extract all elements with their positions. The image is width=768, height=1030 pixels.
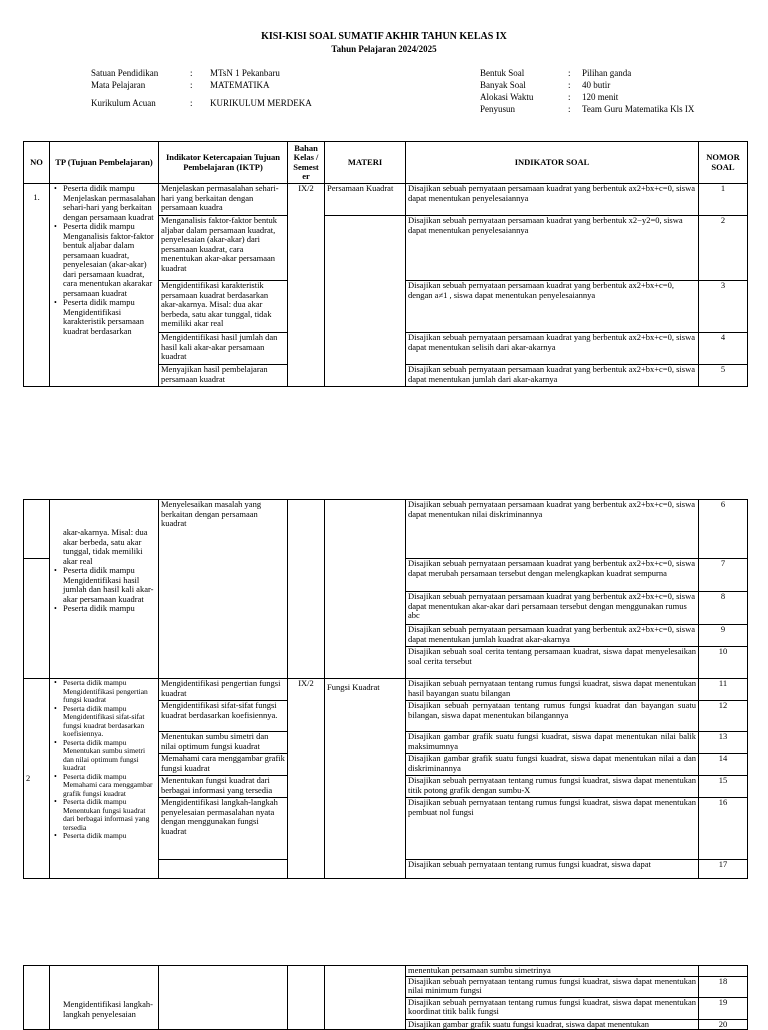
cell-nomor: 9	[699, 625, 748, 647]
cell-nomor: 7	[699, 559, 748, 592]
tp-item: • Peserta didik mampu Mengidentifikasi pengertian fungsi kuadrat	[52, 679, 156, 705]
cell-indikator: Disajikan sebuah pernyataan tentang rumus fungsi kuadrat, siswa dapat	[406, 860, 699, 879]
cell-nomor: 5	[699, 365, 748, 387]
cell-indikator: Disajikan gambar grafik suatu fungsi kuadrat, siswa dapat menentukan	[406, 1019, 699, 1030]
meta-value: KURIKULUM MERDEKA	[210, 98, 312, 108]
meta-colon: :	[568, 92, 571, 102]
col-header-tp: TP (Tujuan Pembelajaran)	[50, 142, 159, 184]
meta-value: 120 menit	[582, 92, 619, 102]
table-row	[24, 184, 748, 216]
kisi-kisi-table-block-1	[23, 141, 748, 387]
cell-indikator: Disajikan sebuah pernyataan persamaan kuadrat yang berbentuk x2−y2=0, siswa dapat menentukan penyelesaiannya	[406, 216, 699, 281]
tp-continuation: akar-akarnya. Misal: dua akar berbeda, satu akar tunggal, tidak memiliki akar real	[63, 527, 148, 566]
cell-nomor: 20	[699, 1019, 748, 1030]
cell-indikator: Disajikan sebuah pernyataan tentang rumus fungsi kuadrat, siswa dapat menentukan pembuat nol fungsi	[406, 798, 699, 860]
cell-indikator: Disajikan sebuah pernyataan tentang rumus fungsi kuadrat dan bayangan suatu bilangan, siswa dapat menentukan bilangannya	[406, 701, 699, 732]
cell-no	[24, 500, 50, 559]
meta-colon: :	[568, 80, 571, 90]
cell-nomor: 11	[699, 679, 748, 701]
document-title: KISI-KISI SOAL SUMATIF AKHIR TAHUN KELAS IX	[261, 31, 507, 42]
meta-row	[480, 67, 694, 79]
cell-iktp: Menjelaskan permasalahan sehari-hari yang berkaitan dengan persamaan kuadra	[159, 184, 288, 216]
tp-item: • Peserta didik mampu Menentukan fungsi kuadrat dari berbagai informasi yang tersedia	[52, 798, 156, 832]
cell-nomor: 14	[699, 754, 748, 776]
col-header-no: NO	[24, 142, 50, 184]
cell-nomor: 13	[699, 732, 748, 754]
cell-indikator: Disajikan sebuah pernyataan persamaan kuadrat yang berbentuk ax2+bx+c=0, dengan a≠1 , siswa dapat menentukan penyelesaiannya	[406, 281, 699, 333]
cell-iktp	[159, 860, 288, 879]
meta-row	[91, 67, 312, 79]
meta-colon: :	[190, 68, 193, 78]
table-row	[24, 966, 748, 977]
meta-key: Kurikulum Acuan	[91, 98, 156, 108]
cell-indikator: Disajikan gambar grafik suatu fungsi kuadrat, siswa dapat menentukan nilai a dan diskriminannya	[406, 754, 699, 776]
meta-row	[480, 103, 694, 115]
cell-nomor	[699, 966, 748, 977]
meta-right	[480, 67, 694, 115]
cell-iktp: Mengidentifikasi sifat-sifat fungsi kuadrat berdasarkan koefisiennya.	[159, 701, 288, 732]
meta-key: Banyak Soal	[480, 80, 526, 90]
cell-indikator: Disajikan sebuah pernyataan persamaan kuadrat yang berbentuk ax2+bx+c=0, siswa dapat menentukan akar-akar dari persamaan tersebut dengan menggunakan rumus abc	[406, 592, 699, 625]
tp-item: • Peserta didik mampu Mengidentifikasi sifat-sifat fungsi kuadrat berdasarkan koefisiennya.	[52, 705, 156, 739]
cell-nomor: 4	[699, 333, 748, 365]
tp-item: • Peserta didik mampu Mengidentifikasi karakteristik persamaan kuadrat berdasarkan	[52, 298, 156, 336]
cell-iktp: Menganalisis faktor-faktor bentuk aljabar dalam persamaan kuadrat, penyelesaian (akar-akar) dari persamaan kuadrat, cara menentukan akar-akar persamaan kuadrat	[159, 216, 288, 281]
cell-indikator: Disajikan sebuah pernyataan tentang rumus fungsi kuadrat, siswa dapat menentukan titik potong grafik dengan sumbu-X	[406, 776, 699, 798]
cell-tp	[50, 679, 159, 879]
col-header-materi: MATERI	[325, 142, 406, 184]
meta-key: Penyusun	[480, 104, 516, 114]
cell-indikator: Disajikan sebuah pernyataan persamaan kuadrat yang berbentuk ax2+bx+c=0, siswa dapat menentukan jumlah kuadrat akar-akarnya	[406, 625, 699, 647]
tp-item: • Peserta didik mampu Mengidentifikasi hasil jumlah dan hasil kali akar-akar persamaan kuadrat	[52, 566, 156, 604]
meta-colon: :	[190, 98, 193, 108]
cell-nomor: 12	[699, 701, 748, 732]
cell-iktp: Menyajikan hasil pembelajaran persamaan kuadrat	[159, 365, 288, 387]
cell-no	[24, 966, 50, 1030]
cell-nomor: 19	[699, 997, 748, 1019]
cell-kelas: IX/2	[288, 184, 325, 387]
col-header-indikator: INDIKATOR SOAL	[406, 142, 699, 184]
col-header-nomor: NOMOR SOAL	[699, 142, 748, 184]
cell-indikator: Disajikan sebuah pernyataan tentang rumus fungsi kuadrat, siswa dapat menentukan koordinat titik balik fungsi	[406, 997, 699, 1019]
table-row	[24, 500, 748, 559]
cell-nomor: 10	[699, 647, 748, 679]
meta-value: Team Guru Matematika Kls IX	[582, 104, 695, 114]
cell-nomor: 17	[699, 860, 748, 879]
cell-no	[24, 559, 50, 679]
cell-materi: Persamaan Kuadrat	[325, 184, 406, 216]
cell-iktp: Menyelesaikan masalah yang berkaitan dengan persamaan kuadrat	[159, 500, 288, 679]
meta-colon: :	[568, 68, 571, 78]
kisi-kisi-table-block-3	[23, 965, 748, 1030]
table-header-row	[24, 142, 748, 184]
cell-iktp	[159, 966, 288, 1030]
cell-kelas: IX/2	[288, 679, 325, 879]
cell-iktp: Mengidentifikasi hasil jumlah dan hasil kali akar-akar persamaan kuadrat	[159, 333, 288, 365]
cell-kelas	[288, 966, 325, 1030]
cell-tp	[50, 184, 159, 387]
cell-nomor: 3	[699, 281, 748, 333]
document-subtitle: Tahun Pelajaran 2024/2025	[331, 44, 437, 54]
meta-value: MTsN 1 Pekanbaru	[210, 68, 280, 78]
cell-iktp: Mengidentifikasi langkah-langkah penyelesaian permasalahan nyata dengan menggunakan fungsi kuadrat	[159, 798, 288, 860]
cell-iktp: Menentukan fungsi kuadrat dari berbagai informasi yang tersedia	[159, 776, 288, 798]
cell-materi	[325, 966, 406, 1030]
meta-value: 40 butir	[582, 80, 611, 90]
meta-left	[91, 67, 312, 109]
meta-key: Alokasi Waktu	[480, 92, 534, 102]
cell-indikator: menentukan persamaan sumbu simetrinya	[406, 966, 699, 977]
meta-row	[91, 79, 312, 91]
meta-key: Bentuk Soal	[480, 68, 525, 78]
meta-row	[91, 97, 312, 109]
cell-iktp: Menentukan sumbu simetri dan nilai optimum fungsi kuadrat	[159, 732, 288, 754]
tp-item: • Peserta didik mampu Menganalisis faktor-faktor bentuk aljabar dalam persamaan kuadrat, penyelesaian (akar-akar) dari persamaan kuadrat, cara menentukan akarakar persamaan kuadrat	[52, 222, 156, 298]
tp-item: • Peserta didik mampu Menjelaskan permasalahan sehari-hari yang berkaitan dengan persamaan kuadrat	[52, 184, 156, 222]
cell-nomor: 15	[699, 776, 748, 798]
cell-indikator: Disajikan sebuah pernyataan persamaan kuadrat yang berbentuk ax2+bx+c=0, siswa dapat menentukan selisih dari akar-akarnya	[406, 333, 699, 365]
cell-nomor: 16	[699, 798, 748, 860]
tp-item: • Peserta didik mampu	[52, 832, 156, 841]
tp-item: • Peserta didik mampu	[52, 604, 156, 614]
col-header-iktp: Indikator Ketercapaian Tujuan Pembelajaran (IKTP)	[159, 142, 288, 184]
cell-materi: Fungsi Kuadrat	[325, 679, 406, 879]
meta-value: Pilihan ganda	[582, 68, 632, 78]
meta-key: Satuan Pendidikan	[91, 68, 159, 78]
meta-key: Mata Pelajaran	[91, 80, 146, 90]
kisi-kisi-table-block-2	[23, 499, 748, 879]
cell-indikator: Disajikan sebuah pernyataan persamaan kuadrat yang berbentuk ax2+bx+c=0, siswa dapat menentukan penyelesaiannya	[406, 184, 699, 216]
cell-kelas	[288, 500, 325, 679]
cell-materi	[325, 216, 406, 387]
tp-continuation: Mengidentifikasi langkah-langkah penyelesaian	[63, 999, 153, 1019]
tp-item: • Peserta didik mampu Memahami cara menggambar grafik fungsi kuadrat	[52, 773, 156, 799]
meta-row	[480, 91, 694, 103]
cell-nomor: 2	[699, 216, 748, 281]
col-header-kelas: Bahan Kelas / Semest er	[288, 142, 325, 184]
cell-nomor: 6	[699, 500, 748, 559]
cell-indikator: Disajikan sebuah pernyataan persamaan kuadrat yang berbentuk ax2+bx+c=0, siswa dapat merubah persamaan tersebut dengan melengkapkan kuadrat sempurna	[406, 559, 699, 592]
meta-value: MATEMATIKA	[210, 80, 270, 90]
table-row	[24, 679, 748, 701]
meta-row	[480, 79, 694, 91]
cell-no: 2	[24, 679, 50, 879]
cell-no: 1.	[24, 184, 50, 387]
cell-iktp: Memahami cara menggambar grafik fungsi kuadrat	[159, 754, 288, 776]
cell-indikator: Disajikan sebuah pernyataan persamaan kuadrat yang berbentuk ax2+bx+c=0, siswa dapat menentukan jumlah dari akar-akarnya	[406, 365, 699, 387]
cell-indikator: Disajikan gambar grafik suatu fungsi kuadrat, siswa dapat menentukan nilai balik maksimumnya	[406, 732, 699, 754]
cell-materi	[325, 500, 406, 679]
cell-nomor: 18	[699, 976, 748, 997]
cell-indikator: Disajikan sebuah pernyataan tentang rumus fungsi kuadrat, siswa dapat menentukan nilai minimum fungsi	[406, 976, 699, 997]
cell-nomor: 8	[699, 592, 748, 625]
meta-colon: :	[190, 80, 193, 90]
tp-item: • Peserta didik mampu Menentukan sumbu simetri dan nilai optimum fungsi kuadrat	[52, 739, 156, 773]
cell-tp	[50, 500, 159, 679]
cell-indikator: Disajikan sebuah pernyataan persamaan kuadrat yang berbentuk ax2+bx+c=0, siswa dapat menentukan nilai diskriminannya	[406, 500, 699, 559]
cell-tp	[50, 966, 159, 1030]
cell-nomor: 1	[699, 184, 748, 216]
cell-iktp: Mengidentifikasi karakteristik persamaan kuadrat berdasarkan akar-akarnya. Misal: dua akar berbeda, satu akar tunggal, tidak memiliki akar real	[159, 281, 288, 333]
cell-indikator: Disajikan sebuah soal cerita tentang persamaan kuadrat, siswa dapat menyelesaikan soal cerita tersebut	[406, 647, 699, 679]
cell-iktp: Mengidentifikasi pengertian fungsi kuadrat	[159, 679, 288, 701]
cell-indikator: Disajikan sebuah pernyataan tentang rumus fungsi kuadrat, siswa dapat menentukan hasil bayangan suatu bilangan	[406, 679, 699, 701]
meta-colon: :	[568, 104, 571, 114]
